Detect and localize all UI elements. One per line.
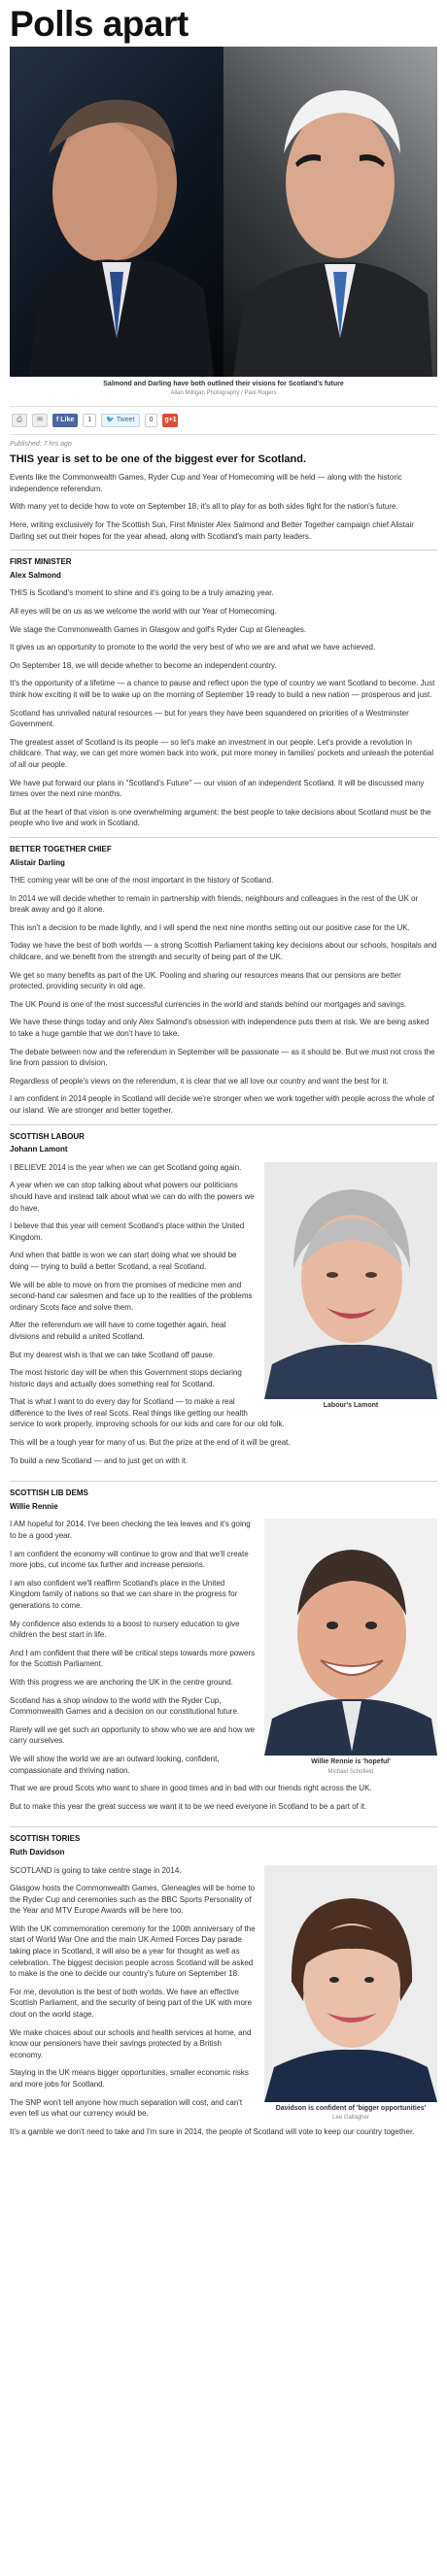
body-paragraph: That is what I want to do every day for Scotland — to make a real difference to the lives of real Scots. Real things like getting our health service to work properly, improving schools for our kids and care for our old folk. — [10, 1397, 285, 1429]
hero-photo — [10, 47, 437, 377]
hero-photo-salmond — [10, 47, 224, 377]
tweet-button[interactable] — [101, 414, 139, 427]
article-lede: THIS year is set to be one of the biggest ever for Scotland. — [10, 452, 307, 465]
section-author-lamont: Johann Lamont — [10, 1145, 68, 1154]
section-heading-tories: SCOTTISH TORIES — [10, 1826, 437, 1845]
email-icon[interactable]: ✉ — [32, 414, 48, 427]
lamont-photo-block — [264, 1162, 437, 1411]
body-paragraph: In 2014 we will decide whether to remain in partnership with friends, neighbours and colleagues in the rest of the UK or break away and go it alone. — [10, 893, 419, 915]
body-paragraph: We have put forward our plans in "Scotland's Future" — our vision of an independent Scotland. It will be discussed many times over the next nine months. — [10, 778, 425, 799]
section-heading-first-minister: FIRST MINISTER — [10, 550, 437, 568]
body-paragraph: Scotland has unrivalled natural resources — but for years they have been squandered on priorities of a Westminster Government. — [10, 708, 409, 729]
body-paragraph: With this progress we are anchoring the UK in the centre ground. — [10, 1677, 233, 1687]
body-paragraph: We stage the Commonwealth Games in Glasgow and golf's Ryder Cup at Gleneagles. — [10, 624, 307, 634]
body-paragraph: Staying in the UK means bigger opportunities, smaller economic risks and more jobs for Scotland. — [10, 2068, 249, 2090]
body-paragraph: It gives us an opportunity to promote to the world the very best of who we are and what we have achieved. — [10, 643, 376, 652]
intro-paragraph: Events like the Commonwealth Games, Ryder Cup and Year of Homecoming will be held — along with the historic independence referendum. — [10, 473, 402, 493]
body-paragraph: I BELIEVE 2014 is the year when we can get Scotland going again. — [10, 1162, 242, 1172]
body-paragraph: The debate between now and the referendum in September will be passionate — as it should be. But we must not cross the line from passion to division. — [10, 1047, 435, 1068]
twitter-bird-icon: 🐦 — [106, 416, 115, 423]
intro-paragraph: Here, writing exclusively for The Scottish Sun, First Minister Alex Salmond and Better Together campaign chief Alistair Darling set out their hopes for the year ahead, along with Scotland's main party leaders. — [10, 520, 414, 541]
tweet-count: 0 — [145, 414, 158, 427]
body-paragraph: Rarely will we get such an opportunity to show who we are and how we carry ourselves. — [10, 1724, 256, 1746]
section-heading-better-together: BETTER TOGETHER CHIEF — [10, 837, 437, 855]
body-paragraph: To build a new Scotland — and to just get on with it. — [10, 1455, 189, 1465]
section-author-salmond: Alex Salmond — [10, 570, 61, 580]
tweet-label: Tweet — [116, 416, 135, 423]
body-paragraph: But at the heart of that vision is one overwhelming argument: the best people to take decisions about Scotland must be the people who live and work in Scotland. — [10, 807, 431, 828]
davidson-photo-block — [264, 1865, 437, 2123]
rennie-photo-caption: Willie Rennie is 'hopeful' — [311, 1758, 391, 1766]
body-paragraph: It's a gamble we don't need to take and I'm sure in 2014, the people of Scotland will vote to keep our country together. — [10, 2126, 415, 2136]
body-paragraph: I am confident the economy will continue to grow and that we'll create more jobs, cut income tax further and increase pensions. — [10, 1549, 249, 1570]
share-bar — [10, 406, 437, 435]
body-paragraph: That we are proud Scots who want to share in good times and in bad with our friends right across the UK. — [10, 1784, 372, 1793]
body-paragraph: After the referendum we will have to come together again, heal divisions and rebuild a united Scotland. — [10, 1321, 226, 1341]
body-paragraph: But to make this year the great success we want it to be we need everyone in Scotland to be a part of it. — [10, 1801, 367, 1811]
section-author-rennie: Willie Rennie — [10, 1501, 58, 1511]
body-paragraph: I believe that this year will cement Scotland's place within the United Kingdom. — [10, 1221, 245, 1242]
davidson-photo — [264, 1865, 437, 2102]
lamont-photo-caption: Labour's Lamont — [323, 1401, 379, 1409]
body-paragraph: On September 18, we will decide whether to become an independent country. — [10, 660, 277, 670]
davidson-photo-credit: Lee Gallagher — [332, 2114, 369, 2121]
print-icon[interactable]: ⎙ — [12, 414, 27, 427]
section-heading-lib-dems: SCOTTISH LIB DEMS — [10, 1481, 437, 1499]
section-heading-labour: SCOTTISH LABOUR — [10, 1124, 437, 1143]
body-paragraph: And when that battle is won we can start doing what we should be doing — trying to build a better Scotland, a real Scotland. — [10, 1251, 237, 1271]
body-paragraph: We get so many benefits as part of the UK. Pooling and sharing our resources means that our pensions are better protected, providing security in old age. — [10, 970, 401, 991]
body-paragraph: Regardless of people's views on the referendum, it is clear that we all love our country and want the best for it. — [10, 1076, 389, 1086]
body-paragraph: I am confident in 2014 people in Scotland will decide we're stronger when we work together with people across the whole of our island. We are stronger and better together. — [10, 1094, 434, 1116]
rennie-photo-credit: Michael Schofield — [327, 1768, 374, 1775]
body-paragraph: THIS is Scotland's moment to shine and it's going to be a truly amazing year. — [10, 588, 274, 598]
lamont-photo — [264, 1162, 437, 1399]
body-paragraph: We have these things today and only Alex Salmond's obsession with independence puts them at risk. We are being asked to take a huge gamble that we don't have to take. — [10, 1018, 430, 1039]
body-paragraph: All eyes will be on us as we welcome the world with our Year of Homecoming. — [10, 607, 277, 617]
google-plus-button[interactable]: g+1 — [162, 414, 178, 427]
hero-caption: Salmond and Darling have both outlined their visions for Scotland's future — [103, 381, 344, 387]
body-paragraph: It's the opportunity of a lifetime — a chance to pause and reflect upon the type of country we want Scotland to become. Just think how exciting it will be to wake up on the morning of September 19 ready to build a new nation — prosperous and just. — [10, 679, 435, 699]
body-paragraph: For me, devolution is the best of both worlds. We have an effective Scottish Parliament, and the security of being part of the UK with more clout on the world stage. — [10, 1987, 253, 2020]
body-paragraph: The most historic day will be when this Government stops declaring historic days and actually does something real for Scotland. — [10, 1368, 242, 1388]
body-paragraph: And I am confident that there will be critical steps towards more powers for the Scottish Parliament. — [10, 1648, 256, 1669]
section-author-darling: Alistair Darling — [10, 857, 65, 867]
body-paragraph: Today we have the best of both worlds — a strong Scottish Parliament taking key decisions about our schools, hospitals and childcare, and we benefit from the strength and security of being part of the UK. — [10, 941, 437, 962]
body-paragraph: THE coming year will be one of the most important in the history of Scotland. — [10, 876, 274, 886]
body-paragraph: We make choices about our schools and health services at home, and know our pensioners have their savings protected by a British economy. — [10, 2027, 252, 2059]
hero-photo-darling — [224, 47, 437, 377]
body-paragraph: The greatest asset of Scotland is its people — so let's make an investment in our people. Let's provide a revolution in childcare. That way, we can get more women back into work, put more money in families' pockets and unleash the potential of all our people. — [10, 737, 434, 769]
facebook-like-count: 1 — [83, 414, 96, 427]
rennie-photo — [264, 1519, 437, 1756]
body-paragraph: This isn't a decision to be made lightly, and I will spend the next nine months setting out our positive case for the UK. — [10, 922, 410, 932]
body-paragraph: We will be able to move on from the promises of medicine men and second-hand car salesmen and face up to the realities of the problems ordinary Scots face and solve them. — [10, 1280, 253, 1312]
hero-credit: Allan Milligan Photography / Paul Rogers — [170, 390, 277, 397]
body-paragraph: We will show the world we are an outward looking, confident, compassionate and thriving nation. — [10, 1754, 220, 1775]
article-headline: Polls apart — [10, 4, 189, 44]
body-paragraph: Scotland has a shop window to the world with the Ryder Cup, Commonwealth Games and a decision on our constitutional future. — [10, 1695, 240, 1717]
body-paragraph: I AM hopeful for 2014. I've been checking the tea leaves and it's going to be a good year. — [10, 1520, 251, 1541]
body-paragraph: This will be a tough year for many of us. But the prize at the end of it will be great. — [10, 1438, 291, 1448]
body-paragraph: My confidence also extends to a boost to nursery education to give children the best start in life. — [10, 1619, 240, 1640]
intro-paragraph: With many yet to decide how to vote on September 18, it's all to play for as both sides fight for the nation's future. — [10, 502, 398, 512]
facebook-like-button[interactable]: f Like — [52, 414, 78, 427]
body-paragraph: I am also confident we'll reaffirm Scotland's place in the United Kingdom family of nations so that we can share in the progress for generations to come. — [10, 1578, 238, 1611]
body-paragraph: A year when we can stop talking about what powers our politicians should have and instead talk about what we can do with the powers we do have. — [10, 1181, 255, 1213]
section-author-davidson: Ruth Davidson — [10, 1847, 65, 1857]
body-paragraph: But my dearest wish is that we can take Scotland off pause. — [10, 1350, 216, 1359]
body-paragraph: With the UK commemoration ceremony for the 100th anniversary of the start of World War One and the main UK Armed Forces Day parade taking place in Scotland, it will also be a year for thought as well as celebration. The biggest decision people across Scotland will be asked to make is the one to decide our country's future on September 18. — [10, 1924, 256, 1979]
body-paragraph: Glasgow hosts the Commonwealth Games, Gleneagles will be home to the Ryder Cup and ceremonies such as the BBC Sports Personality of the Year and MTV Europe Awards will be here too. — [10, 1884, 256, 1916]
body-paragraph: SCOTLAND is going to take centre stage in 2014. — [10, 1865, 182, 1875]
body-paragraph: The UK Pound is one of the most successful currencies in the world and stands behind our mortgages and savings. — [10, 999, 407, 1009]
rennie-photo-block — [264, 1519, 437, 1776]
published-timestamp: Published: 7 hrs ago — [10, 440, 72, 448]
body-paragraph: The SNP won't tell anyone how much separation will cost, and can't even tell us what our currency would be. — [10, 2097, 243, 2119]
davidson-photo-caption: Davidson is confident of 'bigger opportunities' — [275, 2104, 427, 2112]
